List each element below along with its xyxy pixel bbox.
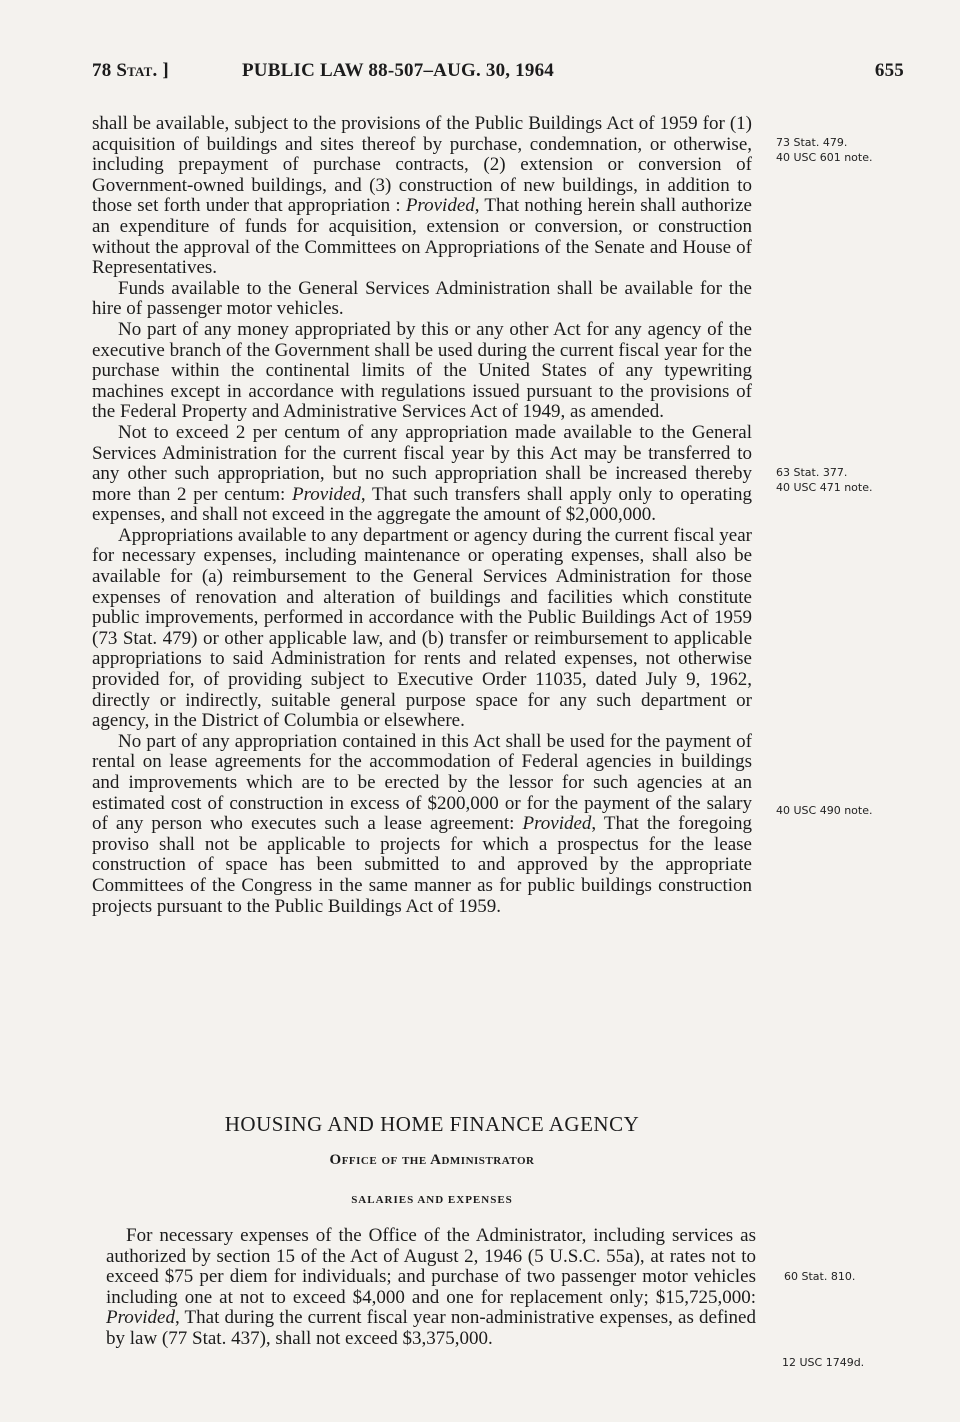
salaries-heading: SALARIES AND EXPENSES [351, 1194, 513, 1206]
proviso-italic: Provided [405, 195, 475, 217]
margin-note-3: 40 USC 490 note. [776, 804, 873, 817]
office-heading: Office of the Administrator [329, 1152, 535, 1168]
margin-note-1b: 40 USC 601 note. [776, 151, 873, 164]
paragraph-2: Funds available to the General Services Administration shall be available for the hire of passenger motor vehicles. [92, 277, 752, 320]
paragraph-4: Not to exceed 2 per centum of any appropriation made available to the General Services Administration for the current fiscal year by this Act may be transferred to any other such appropriation, but no such appropriation shall be increased thereby more than 2 per centum: Provided, That such transfers shall apply only to operating expenses, and shall not exceed in the aggregate the amount of $2,000,000. [92, 421, 752, 526]
page-header [92, 60, 904, 88]
header-stat-ref: 78 Stat. ] [92, 60, 169, 81]
header-title: PUBLIC LAW 88-507–AUG. 30, 1964 [242, 60, 554, 81]
paragraph-final: For necessary expenses of the Office of the Administrator, including services as authorized by section 15 of the Act of August 2, 1946 (5 U.S.C. 55a), at rates not to exceed $75 per diem for individuals; and purchase of two passenger motor vehicles including one at not to exceed $4,000 and one for replacement only; $15,725,000: Provided, That during the current fiscal year non-administrative expenses, as defined by law (77 Stat. 437), shall not exceed $3,375,000. [106, 1225, 756, 1349]
page-number: 655 [874, 60, 904, 81]
final-section-text [106, 1226, 756, 1350]
margin-note-2b: 40 USC 471 note. [776, 481, 873, 494]
margin-note-1a: 73 Stat. 479. [776, 136, 848, 149]
paragraph-6: No part of any appropriation contained in this Act shall be used for the payment of rental on lease agreements for the accommodation of Federal agencies in buildings and improvements which are to be erected by the lessor for such agencies at an estimated cost of construction in excess of $200,000 or for the payment of the salary of any person who executes such a lease agreement: Provided, That the foregoing proviso shall not be applicable to projects for which a prospectus for the lease construction of space has been submitted to and approved by the appropriate Committees of the Congress in the same manner as for public buildings construction projects pursuant to the Public Buildings Act of 1959. [92, 730, 752, 917]
agency-heading: HOUSING AND HOME FINANCE AGENCY [224, 1112, 640, 1136]
paragraph-3: No part of any money appropriated by this or any other Act for any agency of the executive branch of the Government shall be used during the current fiscal year for the purchase within the continental limits of the United States of any typewriting machines except in accordance with regulations issued pursuant to the provisions of the Federal Property and Administrative Services Act of 1949, as amended. [92, 318, 752, 423]
margin-note-5: 12 USC 1749d. [782, 1356, 865, 1369]
proviso-italic: Provided [106, 1307, 175, 1329]
main-text [92, 114, 752, 917]
paragraph-1: shall be available, subject to the provisions of the Public Buildings Act of 1959 for (1) acquisition of buildings and sites thereof by purchase, condemnation, or otherwise, including prepayment of purchase contracts, (2) extension or conversion of Government-owned buildings, and (3) construction of new buildings, in addition to those set forth under that appropriation : Provided, That nothing herein shall authorize an expenditure of funds for acquisition, extension or conversion, or construction without the approval of the Committees on Appropriations of the Senate and House of Representatives. [92, 113, 752, 279]
proviso-italic: Provided [291, 483, 361, 505]
margin-note-2a: 63 Stat. 377. [776, 466, 848, 479]
margin-note-4: 60 Stat. 810. [784, 1270, 856, 1283]
paragraph-5: Appropriations available to any department or agency during the current fiscal year for necessary expenses, including maintenance or operating expenses, shall also be available for (a) reimbursement to the General Services Administration for those expenses of renovation and alteration of buildings and facilities which constitute public improvements, performed in accordance with the Public Buildings Act of 1959 (73 Stat. 479) or other applicable law, and (b) transfer or reimbursement to applicable appropriations to said Administration for rents and related expenses, not otherwise provided for, of providing subject to Executive Order 11035, dated July 9, 1962, directly or indirectly, suitable general purpose space for any such department or agency, in the District of Columbia or elsewhere. [92, 524, 752, 732]
proviso-italic: Provided [522, 813, 592, 835]
